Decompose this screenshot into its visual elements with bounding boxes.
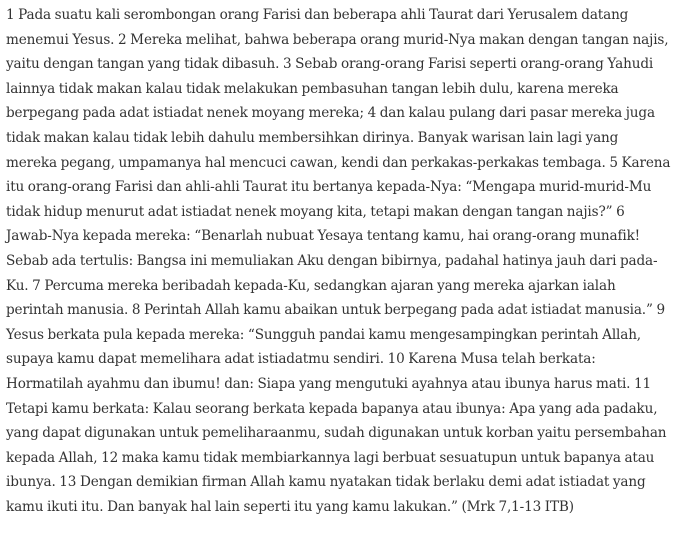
verse-3: 3 Sebab orang-orang Farisi seperti orang-orang Yahudi lainnya tidak makan kalau tidak melakukan pembasuhan tangan lebih dulu, karena mereka berpegang pada adat istiadat nenek moyang mereka; (6, 56, 654, 122)
verse-12: 12 maka kamu tidak membiarkannya lagi berbuat sesuatupun untuk bapanya atau ibunya. (6, 449, 655, 491)
verse-13: 13 Dengan demikian firman Allah kamu nyatakan tidak berlaku demi adat istiadat yang kamu ikuti itu. Dan banyak hal lain seperti itu yang kamu lakukan.” (6, 474, 646, 515)
verse-5: 5 Karena itu orang-orang Farisi dan ahli-ahli Taurat itu bertanya kepada-Nya: “Mengapa murid-murid-Mu tidak hidup menurut adat istiadat nenek moyang kita, tetapi makan dengan tangan najis?” (6, 154, 671, 220)
verse-7: 7 Percuma mereka beribadah kepada-Ku, sedangkan ajaran yang mereka ajarkan ialah perintah manusia. (6, 277, 616, 319)
verse-9: 9 Yesus berkata pula kepada mereka: “Sungguh pandai kamu mengesampingkan perintah Allah, supaya kamu dapat memelihara adat istiadatmu sendiri. (6, 302, 665, 368)
citation: (Mrk 7,1-13 ITB) (461, 498, 574, 515)
verse-1: 1 Pada suatu kali serombongan orang Farisi dan beberapa ahli Taurat dari Yerusalem datang menemui Yesus. (6, 7, 629, 48)
verse-4: 4 dan kalau pulang dari pasar mereka juga tidak makan kalau tidak lebih dahulu membersihkan dirinya. Banyak warisan lain lagi yang mereka pegang, umpamanya hal mencuci cawan, kendi dan perkakas-perkakas tembaga. (6, 105, 655, 171)
verse-10: 10 Karena Musa telah berkata: Hormatilah ayahmu dan ibumu! dan: Siapa yang mengutuki ayahnya atau ibunya harus mati. (6, 351, 631, 392)
scripture-passage (6, 3, 672, 519)
verse-8: 8 Perintah Allah kamu abaikan untuk berpegang pada adat istiadat manusia.” (131, 302, 653, 319)
verse-11: 11 Tetapi kamu berkata: Kalau seorang berkata kepada bapanya atau ibunya: Apa yang ada padaku, yang dapat digunakan untuk pemeliharaanmu, sudah digunakan untuk korban yaitu persembahan kepada Allah, (6, 375, 667, 466)
verse-2: 2 Mereka melihat, bahwa beberapa orang murid-Nya makan dengan tangan najis, yaitu dengan tangan yang tidak dibasuh. (6, 31, 669, 73)
verse-6: 6 Jawab-Nya kepada mereka: “Benarlah nubuat Yesaya tentang kamu, hai orang-orang munafik! Sebab ada tertulis: Bangsa ini memuliakan Aku dengan bibirnya, padahal hatinya jauh dari pada-Ku. (6, 203, 658, 294)
